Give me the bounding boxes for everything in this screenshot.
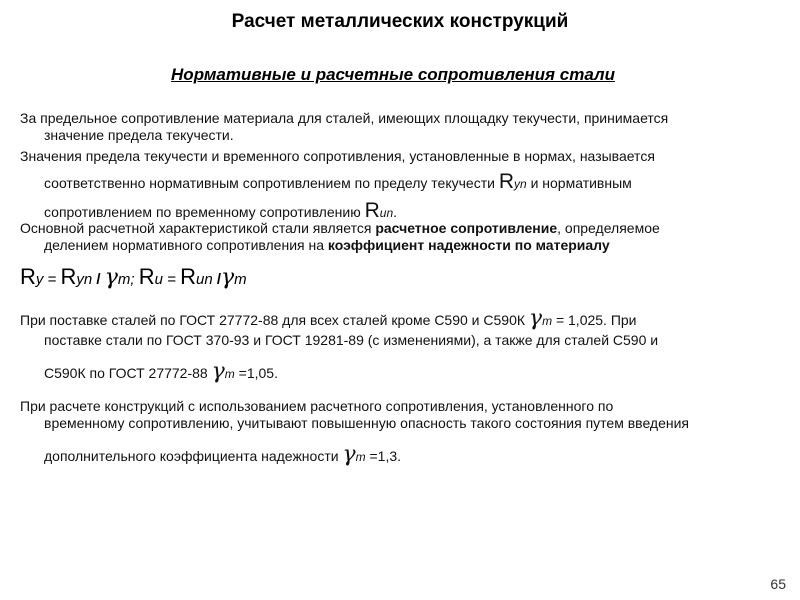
- ryn-symbol: R: [498, 169, 514, 193]
- p1-line2: значение предела текучести.: [44, 126, 234, 143]
- p4-line3: [20, 359, 772, 385]
- formula-ry-sub: y: [35, 271, 44, 288]
- formula-gamma1: γ: [104, 265, 118, 290]
- formula-slash1: /: [92, 271, 105, 288]
- p5-line3-text-b: =1,3.: [365, 447, 402, 464]
- formula-gamma2-sub: m: [234, 271, 247, 288]
- p3-line1-text-b: , определяемое: [557, 220, 660, 236]
- paragraph-3: [20, 220, 772, 254]
- p3-line1: [20, 220, 660, 236]
- p4-line3-text-a: С590К по ГОСТ 27772-88: [44, 365, 208, 382]
- p4-gamma-sub: m: [542, 314, 553, 328]
- formula-run-sub: un: [195, 271, 213, 288]
- p5-line1: При расчете конструкций с использованием расчетного сопротивления, установленного по: [20, 398, 614, 414]
- p4-line1: [20, 306, 637, 331]
- p4-line1-text-b: = 1,025. При: [552, 312, 637, 328]
- formula-slash2: /: [212, 271, 222, 288]
- p4-line3-text-b: =1,05.: [234, 365, 278, 382]
- formula-eq1: =: [43, 271, 61, 288]
- formula-ru-R: R: [138, 264, 155, 289]
- p3-line1-text-a: Основной расчетной характеристикой стали является: [20, 220, 372, 236]
- paragraph-4: [20, 306, 772, 386]
- paragraph-5: [20, 398, 772, 468]
- ryn-subscript: yn: [514, 176, 527, 191]
- p5-line2: временному сопротивлению, учитывают повышенную опасность такого состояния путем введения: [44, 414, 690, 431]
- p2-line3-text-a: сопротивлением по временному сопротивлению: [44, 203, 361, 220]
- formula-ru-sub: u: [154, 271, 163, 288]
- page-number: 65: [770, 576, 786, 592]
- p4-line2: поставке стали по ГОСТ 370-93 и ГОСТ 19281-89 (с изменениями), а также для сталей С590 и: [44, 332, 659, 349]
- p2-line2-text-b: и нормативным: [530, 174, 632, 191]
- paragraph-1: [20, 110, 772, 144]
- formula-eq2: =: [162, 271, 181, 288]
- p5-gamma: γ: [342, 441, 356, 467]
- formula-ry-R: R: [20, 264, 36, 289]
- p5-line3-text-a: дополнительного коэффициента надежности: [44, 447, 339, 464]
- formula-gamma1-sub: m: [117, 271, 131, 288]
- run-symbol: R: [364, 198, 380, 222]
- p1-line1: За предельное сопротивление материала для сталей, имеющих площадку текучести, принимается: [20, 110, 669, 126]
- section-subtitle: Нормативные и расчетные сопротивления стали: [171, 65, 615, 84]
- p5-gamma-sub: m: [355, 449, 366, 464]
- formula-run-R: R: [180, 264, 196, 289]
- resistance-formula: [20, 264, 247, 290]
- p4-gamma2: γ: [211, 359, 225, 385]
- p4-gamma: γ: [528, 306, 543, 331]
- run-subscript: un: [379, 205, 394, 220]
- formula-gamma2: γ: [221, 265, 235, 290]
- page-title: Расчет металлических конструкций: [231, 11, 569, 32]
- material-reliability-coefficient-term: коэффициент надежности по материалу: [327, 236, 610, 253]
- p3-line2: [20, 237, 772, 254]
- p4-gamma2-sub: m: [224, 367, 235, 382]
- formula-ryn-sub: yn: [76, 271, 93, 288]
- p4-line1-text-a: При поставке сталей по ГОСТ 27772-88 для всех сталей кроме С590 и С590К: [20, 312, 526, 328]
- p2-line2-text-a: соответственно нормативным сопротивлением по пределу текучести: [44, 174, 495, 191]
- formula-sep: ;: [130, 271, 139, 288]
- p2-line2: [20, 169, 772, 194]
- p3-line2-text-a: делением нормативного сопротивления на: [44, 236, 324, 253]
- p5-line3: [20, 442, 772, 468]
- p2-line1: Значения предела текучести и временного сопротивления, установленные в нормах, называется: [20, 148, 655, 164]
- paragraph-2: [20, 148, 772, 223]
- design-resistance-term: расчетное сопротивление: [375, 220, 558, 236]
- formula-ryn-R: R: [60, 264, 77, 289]
- p2-line3-text-b: .: [393, 203, 398, 220]
